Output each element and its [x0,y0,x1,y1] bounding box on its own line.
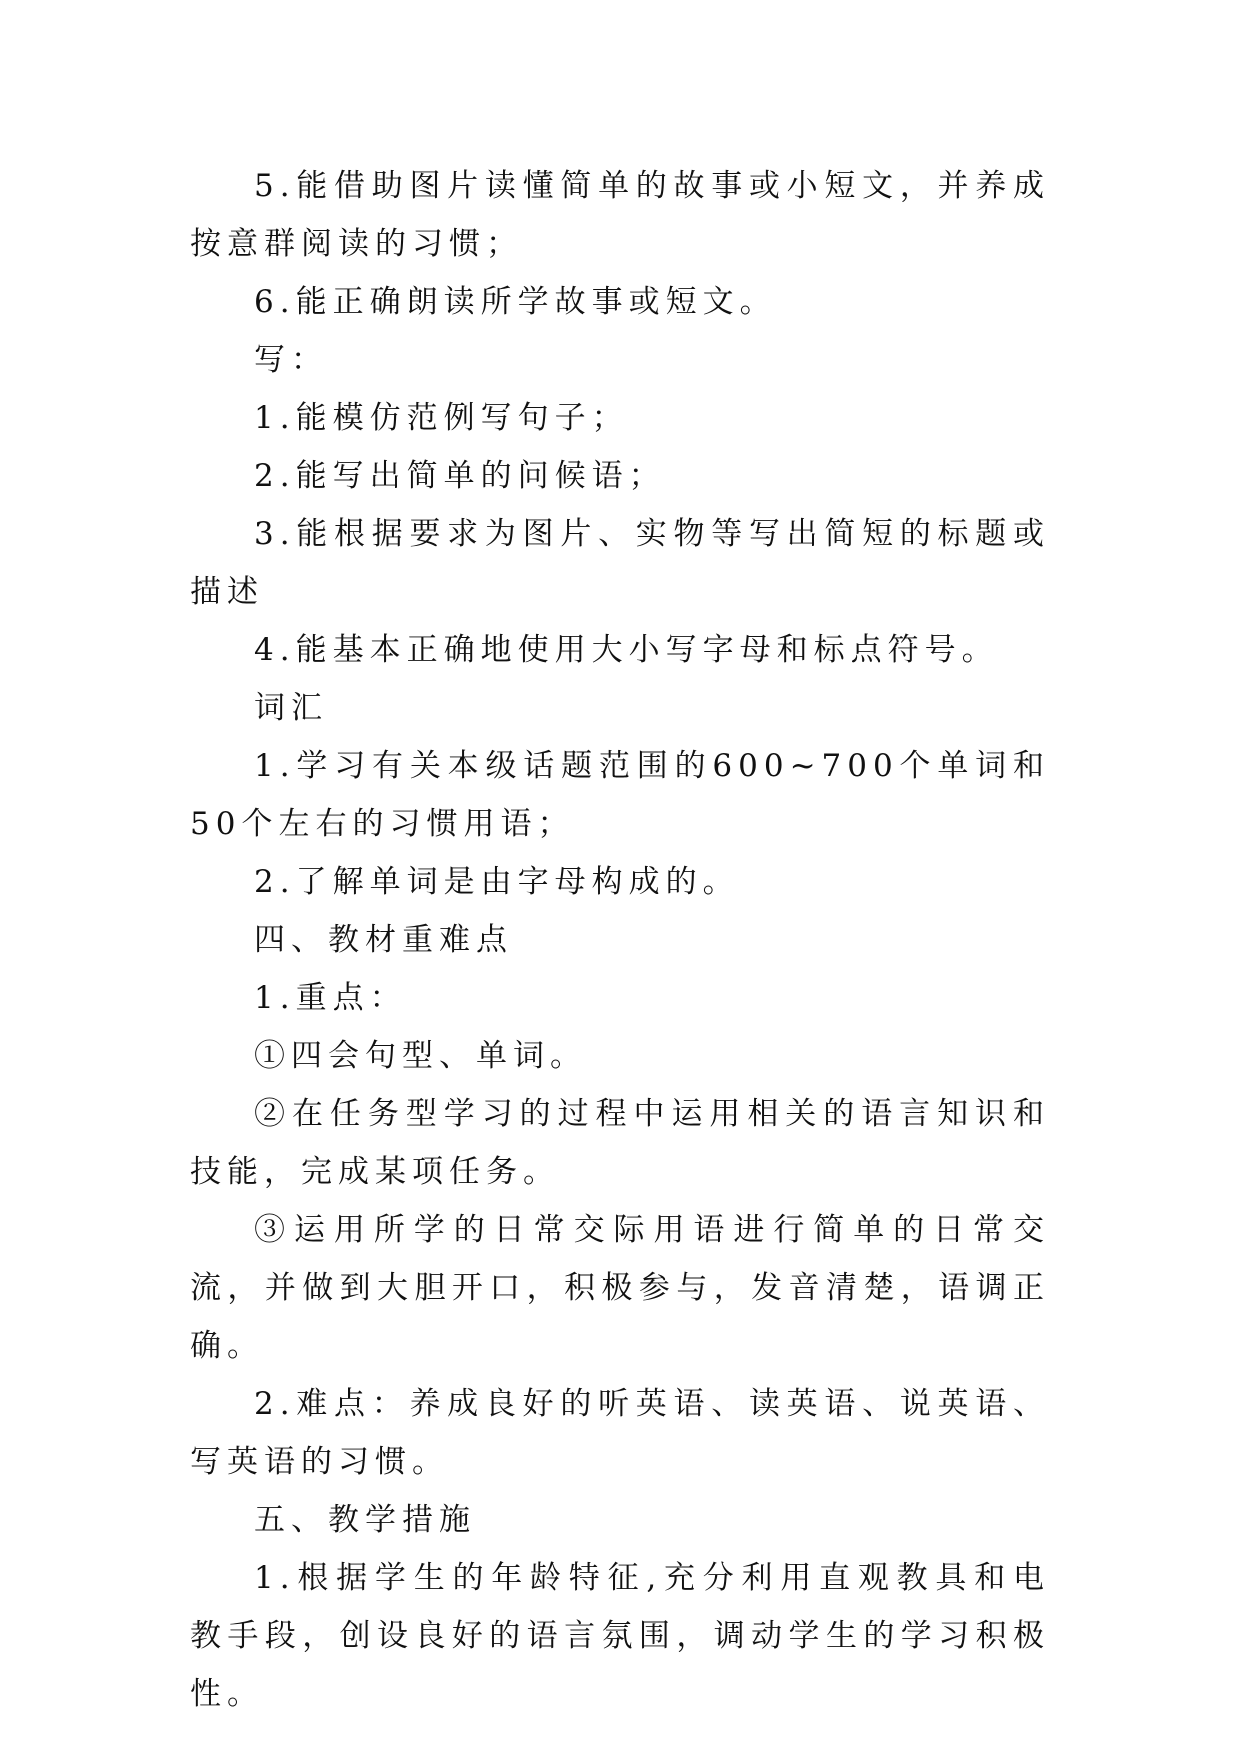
paragraph-vocabulary-1: 1.学习有关本级话题范围的600~700个单词和50个左右的习惯用语； [190,748,1050,842]
paragraph-reading-5: 5.能借助图片读懂简单的故事或小短文，并养成按意群阅读的习惯； [190,168,1050,262]
paragraph-key-point-3: ③运用所学的日常交际用语进行简单的日常交流，并做到大胆开口，积极参与，发音清楚，语调正确。 [190,1212,1050,1364]
paragraph-vocabulary-2: 2.了解单词是由字母构成的。 [254,864,740,900]
heading-writing: 写： [254,342,328,378]
paragraph-key-point-1: ①四会句型、单词。 [254,1038,587,1074]
paragraph-writing-1: 1.能模仿范例写句子； [254,400,629,436]
section-heading-teaching-measures: 五、教学措施 [254,1502,476,1538]
paragraph-key-point-2: ②在任务型学习的过程中运用相关的语言知识和技能，完成某项任务。 [190,1096,1050,1190]
heading-vocabulary: 词汇 [254,690,328,726]
section-heading-key-points: 四、教材重难点 [254,922,513,958]
paragraph-difficulty: 2.难点：养成良好的听英语、读英语、说英语、写英语的习惯。 [190,1386,1050,1480]
paragraph-writing-4: 4.能基本正确地使用大小写字母和标点符号。 [254,632,999,668]
paragraph-writing-2: 2.能写出简单的问候语； [254,458,666,494]
document-body [190,157,1050,1723]
paragraph-writing-3: 3.能根据要求为图片、实物等写出简短的标题或描述 [190,516,1050,610]
paragraph-reading-6: 6.能正确朗读所学故事或短文。 [254,284,777,320]
paragraph-key-points-label: 1.重点： [254,980,407,1016]
paragraph-measure-1: 1.根据学生的年龄特征,充分利用直观教具和电教手段，创设良好的语言氛围，调动学生的学习积极性。 [190,1560,1050,1712]
